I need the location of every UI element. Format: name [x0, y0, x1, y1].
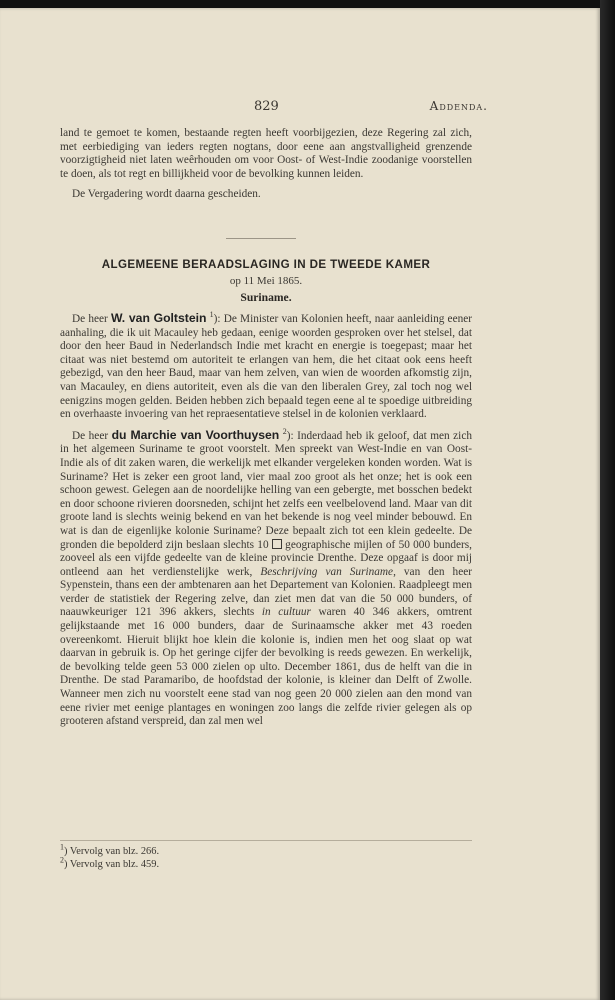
speech-body: geographische mijlen of 50 000 bunders, zooveel als een vijfde gedeelte van de kleine provincie Drenthe. Deze opgaaf is door mij ontleend aan het verdienstelijke werk,	[60, 538, 472, 578]
page-number: 829	[254, 99, 279, 114]
section-heading: ALGEMEENE BERAADSLAGING IN DE TWEEDE KAMER	[101, 258, 431, 271]
square-glyph-icon	[272, 539, 282, 549]
speaker-name: du Marchie van Voorthuysen	[111, 427, 280, 442]
paragraph: De Vergadering wordt daarna gescheiden.	[72, 188, 261, 201]
footnote-text: ) Vervolg van blz. 266.	[64, 846, 160, 857]
footnote-text: ) Vervolg van blz. 459.	[64, 859, 160, 870]
speech-body: ): De Minister van Kolonien heeft, naar aanleiding eener aanhaling, die ik uit Macauley heb gedaan, eenige woorden gesproken over het stelsel, dat door den heer Baud in Nederlandsch Indie met kracht en energie is toegepast; maar het citaat was niet bestemd om autoriteit te erlangen van hem, die het citaat ook eens heeft gebezigd, van den heer Baud, maar van hem zelven, van wien de woorden afkomstig zijn, van Macauley, en diens autoriteit, even als die van den liberalen Grey, zal toch nog wel eenigzins mogen gelden. Beiden hebben zich bepaald tegen eene al te spoedige uitbreiding en overhaaste invoering van het repraesentatieve stelsel in de kolonien verklaard.	[60, 313, 473, 421]
speech-prefix: De heer	[72, 313, 111, 325]
speech-body: , van den heer Sypenstein, thans een der ambtenaren aan het Departement van Kolonien. Raadpleegt men verder de statistiek der Regering zelve, dan ziet men dat van die 50 000 bunders, of naauwkeuriger 121 396 akkers, slechts	[60, 565, 472, 619]
speech-body: waren 40 346 akkers, omtrent gelijkstaande met 16 000 bunders, daar de Surinaamsche akker met 43 roeden overeenkomt. Hieruit blijkt hoe klein die kolonie is, indien men het oog slaat op wat daarvan in gebruik is. Op het geringe cijfer der bevolking is reeds gewezen. En werkelijk, de bevolking telde geen 53 000 zielen op ulto. December 1861, dus de helft van die in Drenthe. De stad Paramaribo, de hoofdstad der kolonie, is kleiner dan Delft of Zwolle. Wanneer men zich nu voorstelt eene stad van nog geen 20 000 zielen aan den mond van eene rivier met eenige plantages en woningen zoo langs die zelfde rivier gelegen als op grooteren afstand verspreid, dan zal men wel	[60, 606, 473, 728]
footnote-mark: 2	[60, 855, 64, 865]
footnote	[60, 855, 472, 871]
speech-text	[60, 312, 472, 729]
section-subtitle: Suriname.	[240, 291, 292, 304]
page-edge-shadow	[600, 0, 615, 1000]
opening-text	[60, 127, 472, 202]
footnotes	[60, 840, 472, 871]
book-title: Beschrijving van Suriname	[260, 565, 394, 578]
italic-term: in cultuur	[261, 606, 311, 619]
section-date: op 11 Mei 1865.	[229, 275, 303, 287]
footnote-marker: 1	[209, 310, 214, 320]
separator-rule	[226, 238, 296, 239]
speech-voorthuysen	[60, 426, 473, 729]
speech-goltstein	[60, 312, 472, 422]
speech-body: ): Inderdaad heb ik geloof, dat men zich in het algemeen Suriname te groot voorstelt. Men spreekt van West-Indie en van Oost-Indie als of dit zaken waren, die werkelijk met elkander vergeleken konden worden. Wat is Suriname? Het is zeker een groot land, vier maal zoo groot als het onze; het is ook een schoon gewest. Gelegen aan de noordelijke helling van een gebergte, met bosschen bedekt en door schoone rivieren doorsneden, schijnt het zelfs een veelbelovend land. Maar van dit groote land is slechts weinig bekend en van het bekende is nog veel minder bebouwd. En wat is dan de eigenlijke kolonie Suriname? Deze bepaalt zich tot een klein gedeelte. De gronden die bepolderd zijn beslaan slechts 10	[60, 429, 472, 551]
speaker-name: W. van Goltstein	[110, 311, 207, 325]
footnote	[60, 842, 472, 858]
running-head	[0, 99, 600, 117]
paragraph: land te gemoet te komen, bestaande regten heeft voorbijgezien, deze Regering zal zich, met eerbiediging van ieders regten nogtans, door eene aan angstvalligheid grenzende voorzigtigheid niet laten weêrhouden om voor Oost- of West-Indie zoodanige voorstellen te doen, als tot regt en billijkheid voor de bevolking kunnen leiden.	[60, 127, 472, 180]
footnote-marker: 2	[282, 426, 287, 436]
footnote-mark: 1	[60, 842, 64, 852]
section-name: Addenda.	[429, 99, 488, 113]
speech-prefix: De heer	[72, 429, 112, 442]
